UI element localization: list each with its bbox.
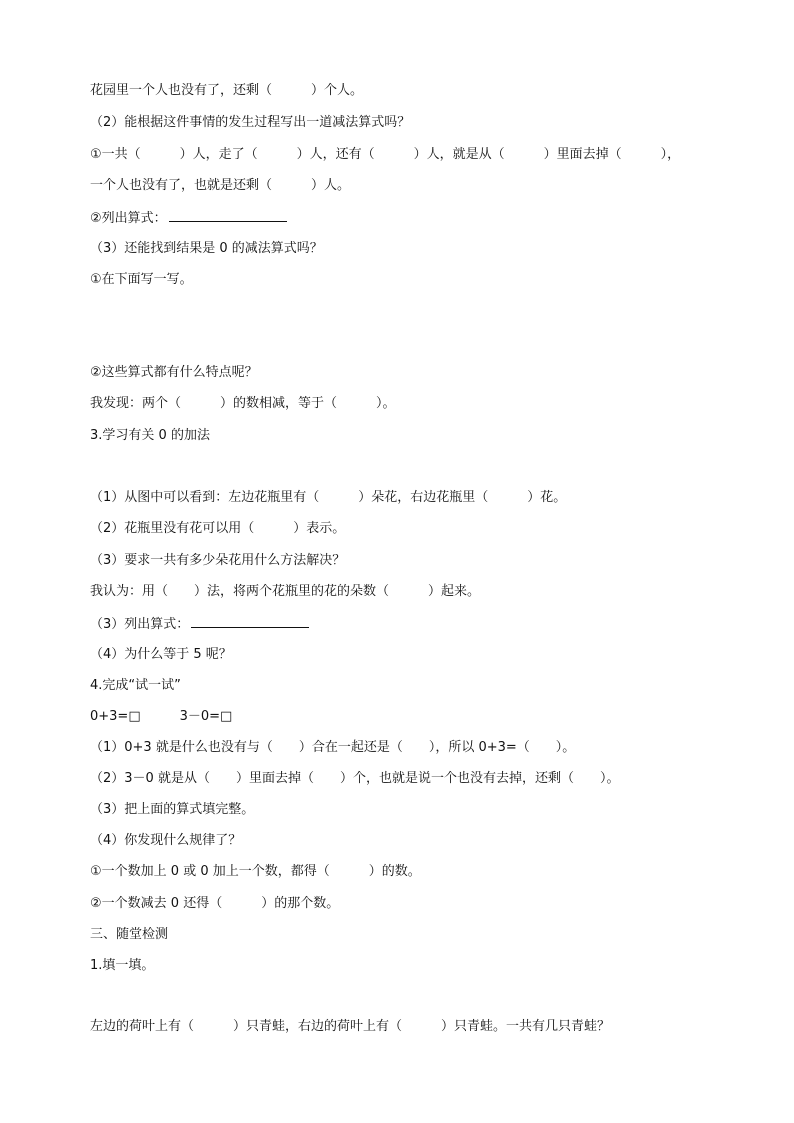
formula-label: ②列出算式： — [90, 211, 167, 226]
text-line-4: 一个人也没有了，也就是还剩（ ）人。 — [90, 178, 351, 193]
text-line-22: （4）你发现什么规律了？ — [90, 833, 242, 848]
formula-label-2: （3）列出算式： — [90, 617, 190, 632]
text-line-15 — [90, 614, 309, 632]
section-heading-4: 4.完成“试一试” — [90, 678, 181, 693]
section-heading-review: 三、随堂检测 — [90, 927, 169, 942]
text-line-5 — [90, 208, 287, 226]
text-line-13: （3）要求一共有多少朵花用什么方法解决？ — [90, 553, 346, 568]
text-line-7: ①在下面写一写。 — [90, 272, 193, 287]
text-line-2: （2）能根据这件事情的发生过程写出一道减法算式吗？ — [90, 115, 411, 130]
text-line-21: （3）把上面的算式填完整。 — [90, 802, 255, 817]
equation-line: 0+3=□ 3－0=□ — [90, 709, 233, 724]
text-line-27: 左边的荷叶上有（ ）只青蛙，右边的荷叶上有（ ）只青蛙。一共有几只青蛙？ — [90, 1019, 611, 1034]
text-line-19: （1）0+3 就是什么也没有与（ ）合在一起还是（ ），所以 0+3=（ ）。 — [90, 740, 576, 755]
formula-answer-line-2[interactable] — [191, 614, 309, 628]
text-line-8: ②这些算式都有什么特点呢？ — [90, 365, 258, 380]
formula-answer-line[interactable] — [169, 208, 287, 222]
text-line-11: （1）从图中可以看到：左边花瓶里有（ ）朵花，右边花瓶里（ ）花。 — [90, 490, 567, 505]
text-line-23: ①一个数加上 0 或 0 加上一个数，都得（ ）的数。 — [90, 864, 421, 879]
text-line-20: （2）3－0 就是从（ ）里面去掉（ ）个，也就是说一个也没有去掉，还剩（ ）。 — [90, 771, 620, 786]
text-line-26: 1.填一填。 — [90, 958, 155, 973]
text-line-14: 我认为：用（ ）法，将两个花瓶里的花的朵数（ ）起来。 — [90, 584, 481, 599]
text-line-3: ①一共（ ）人，走了（ ）人，还有（ ）人，就是从（ ）里面去掉（ ）， — [90, 147, 681, 162]
text-line-9: 我发现：两个（ ）的数相减，等于（ ）。 — [90, 396, 396, 411]
text-line-24: ②一个数减去 0 还得（ ）的那个数。 — [90, 896, 340, 911]
text-line-6: （3）还能找到结果是 0 的减法算式吗？ — [90, 241, 323, 256]
section-heading-3: 3.学习有关 0 的加法 — [90, 428, 210, 443]
text-line-1: 花园里一个人也没有了，还剩（ ）个人。 — [90, 83, 364, 98]
text-line-16: （4）为什么等于 5 呢？ — [90, 647, 232, 662]
text-line-12: （2）花瓶里没有花可以用（ ）表示。 — [90, 521, 346, 536]
